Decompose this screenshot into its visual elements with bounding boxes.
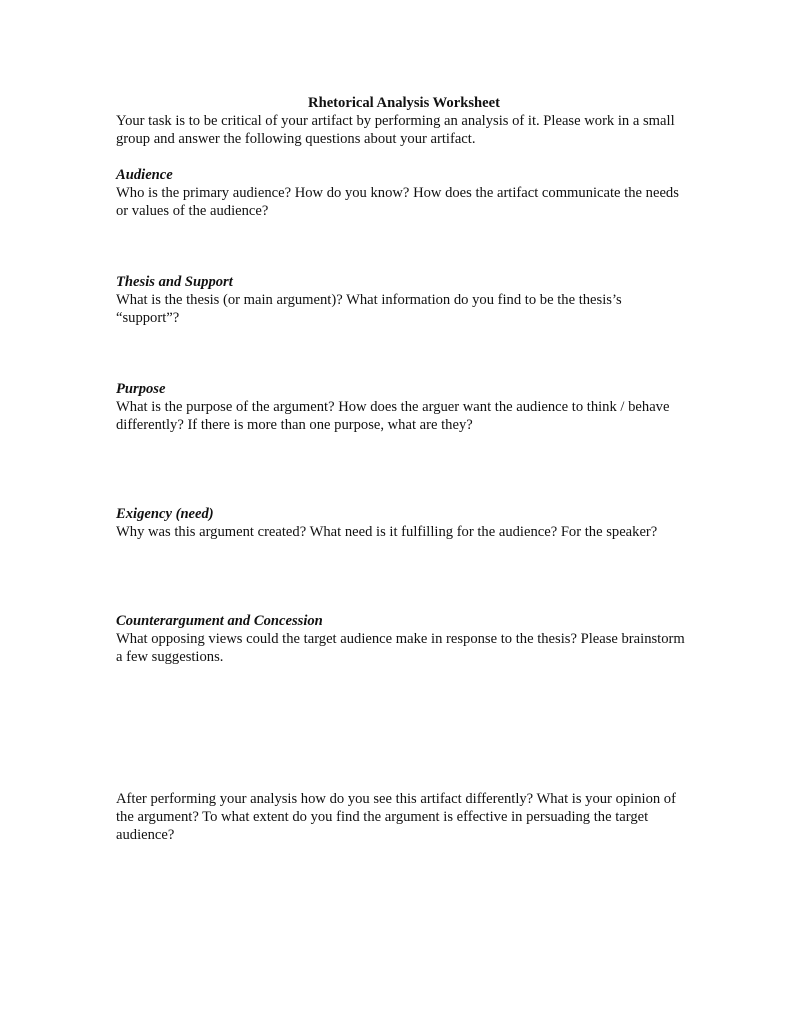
section-question-thesis: What is the thesis (or main argument)? What information do you find to be the thesis’s “support”? [116,292,622,326]
document-title: Rhetorical Analysis Worksheet [308,95,500,111]
section-counterargument [116,612,686,666]
section-audience [116,166,686,220]
worksheet-page [116,94,686,844]
section-thesis [116,273,686,327]
section-question-audience: Who is the primary audience? How do you know? How does the artifact communicate the needs or values of the audience? [116,185,679,219]
section-heading-counterargument: Counterargument and Concession [116,613,323,629]
section-heading-thesis: Thesis and Support [116,274,233,290]
section-heading-audience: Audience [116,167,173,183]
section-question-exigency: Why was this argument created? What need is it fulfilling for the audience? For the speaker? [116,524,658,540]
section-question-counterargument: What opposing views could the target audience make in response to the thesis? Please brainstorm a few suggestions. [116,631,685,665]
section-heading-exigency: Exigency (need) [116,506,214,522]
section-question-purpose: What is the purpose of the argument? How does the arguer want the audience to think / behave differently? If there is more than one purpose, what are they? [116,399,670,433]
section-purpose [116,380,686,434]
intro-paragraph: Your task is to be critical of your artifact by performing an analysis of it. Please work in a small group and answer the following questions about your artifact. [116,113,675,147]
closing-paragraph: After performing your analysis how do you see this artifact differently? What is your opinion of the argument? To what extent do you find the argument is effective in persuading the target audience? [116,791,676,843]
section-exigency [116,505,686,541]
section-heading-purpose: Purpose [116,381,166,397]
